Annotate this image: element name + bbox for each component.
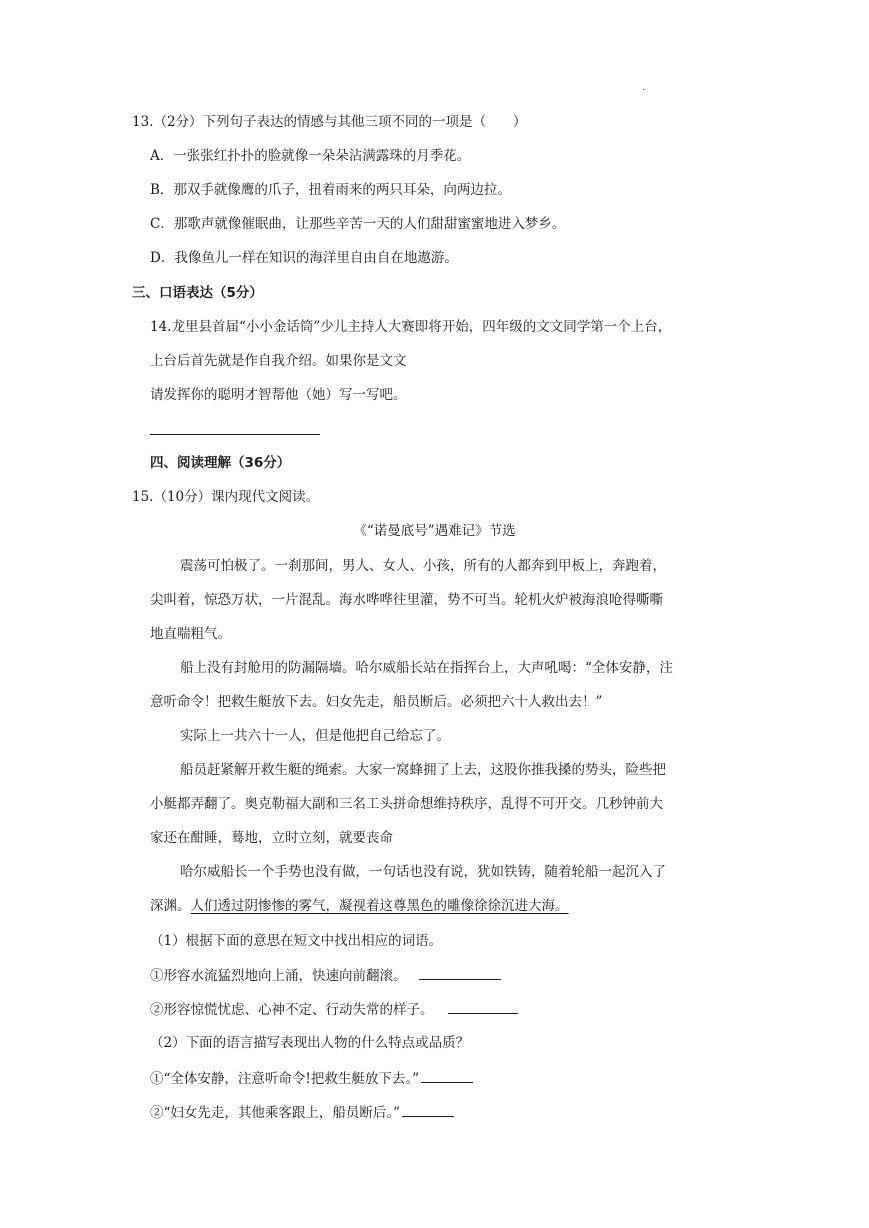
q14-line-2: 上台后首先就是作自我介绍。如果你是文文 [150, 353, 407, 369]
q14-line-1: 14.龙里县首届“小小金话筒”少儿主持人大赛即将开始，四年级的文文同学第一个上台， [150, 319, 672, 335]
sub1-item-1 [150, 965, 501, 986]
passage-line: 船员赶紧解开救生艇的绳索。大家一窝蜂拥了上去，这股你推我搡的势头，险些把 [180, 762, 666, 778]
passage-line: 家还在酣睡，蓦地，立时立刻，就要丧命 [150, 830, 393, 846]
sub2-item-2 [150, 1102, 454, 1123]
sub2-item-2-blank[interactable] [402, 1102, 454, 1117]
q13-option-d: D．我像鱼儿一样在知识的海洋里自由自在地遨游。 [150, 250, 458, 266]
passage-line: 实际上一共六十一人，但是他把自己给忘了。 [180, 728, 450, 744]
passage-last-line [150, 896, 569, 916]
sub2-item-2-text: ②“妇女先走，其他乘客跟上，船员断后。” [150, 1105, 401, 1121]
q13-option-a: A．一张张红扑扑的脸就像一朵朵沾满露珠的月季花。 [150, 148, 471, 164]
q15-stem: 15.（10分）课内现代文阅读。 [132, 489, 320, 505]
passage-line: 小艇都弄翻了。奥克勒福大副和三名工头拼命想维持秩序，乱得不可开交。几秒钟前大 [150, 796, 663, 812]
q13-option-b: B．那双手就像鹰的爪子，扭着雨来的两只耳朵，向两边拉。 [150, 182, 511, 198]
passage-title: 《“诺曼底号”遇难记》节选 [353, 523, 516, 539]
page-marker: . [642, 82, 646, 93]
sub1-item-1-blank[interactable] [419, 965, 501, 980]
sub1-stem: （1）根据下面的意思在短文中找出相应的词语。 [150, 933, 443, 949]
sub2-item-1-blank[interactable] [421, 1068, 473, 1083]
sub1-item-2 [150, 999, 518, 1020]
q13-option-c: C．那歌声就像催眠曲，让那些辛苦一天的人们甜甜蜜蜜地进入梦乡。 [150, 216, 566, 232]
q14-answer-line[interactable] [150, 434, 320, 435]
sub1-item-2-text: ②形容惊慌忧虑、心神不定、行动失常的样子。 [150, 1002, 434, 1018]
sub1-item-2-blank[interactable] [448, 999, 518, 1014]
passage-line: 地直喘粗气。 [150, 626, 231, 642]
section4-heading: 四、阅读理解（36分） [150, 455, 291, 471]
passage-underlined-sentence: 人们透过阴惨惨的雾气，凝视着这尊黑色的雕像徐徐沉进大海。 [190, 898, 569, 914]
passage-line: 船上没有封舱用的防漏隔墙。哈尔威船长站在指挥台上，大声吼喝：“全体安静，注 [180, 660, 673, 676]
sub2-item-1 [150, 1068, 473, 1089]
sub2-stem: （2）下面的语言描写表现出人物的什么特点或品质？ [150, 1035, 470, 1051]
q14-line-3: 请发挥你的聪明才智帮他（她）写一写吧。 [150, 387, 407, 403]
sub1-item-1-text: ①形容水流猛烈地向上涌，快速向前翻滚。 [150, 968, 407, 984]
section3-heading: 三、口语表达（5分） [132, 285, 263, 301]
passage-line: 意听命令！把救生艇放下去。妇女先走，船员断后。必须把六十人救出去！” [150, 694, 603, 710]
q13-stem: 13.（2分）下列句子表达的情感与其他三项不同的一项是（ ） [132, 114, 527, 130]
passage-line: 尖叫着，惊恐万状，一片混乱。海水哗哗往里灌，势不可当。轮机火炉被海浪呛得嘶嘶 [150, 592, 663, 608]
passage-line: 哈尔威船长一个手势也没有做，一句话也没有说，犹如铁铸，随着轮船一起沉入了 [180, 864, 666, 880]
sub2-item-1-text: ①“全体安静，注意听命令!把救生艇放下去。” [150, 1071, 419, 1087]
passage-line: 震荡可怕极了。一刹那间，男人、女人、小孩，所有的人都奔到甲板上，奔跑着， [180, 558, 666, 574]
passage-line-plain: 深渊。 [150, 898, 191, 914]
